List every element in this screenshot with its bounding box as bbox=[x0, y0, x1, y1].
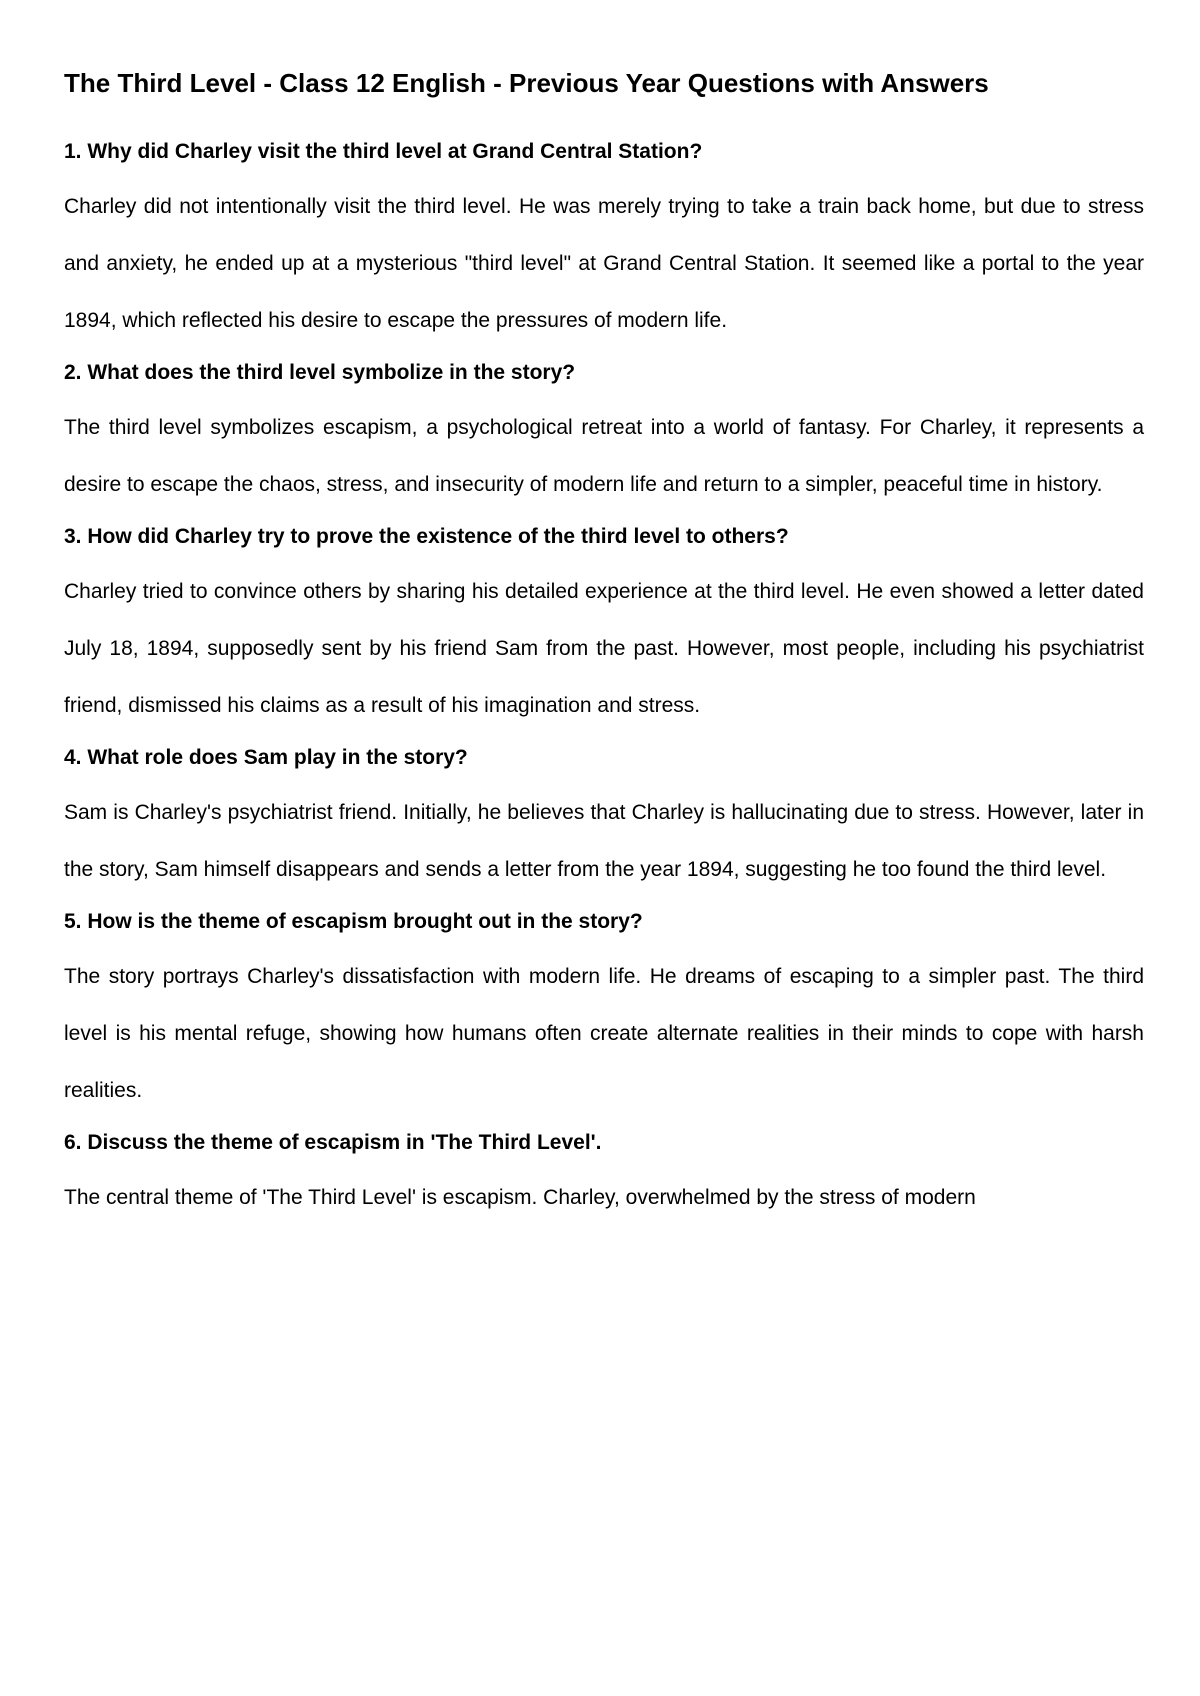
qa-item-3 bbox=[64, 523, 1144, 734]
qa-item-6 bbox=[64, 1129, 1144, 1226]
answer-4: Sam is Charley's psychiatrist friend. Initially, he believes that Charley is hallucinating due to stress. However, later in the story, Sam himself disappears and sends a letter from the year 1894, suggesting he too found the third level. bbox=[64, 801, 1144, 881]
document-title: The Third Level - Class 12 English - Previous Year Questions with Answers bbox=[64, 68, 989, 98]
answer-1: Charley did not intentionally visit the third level. He was merely trying to take a train back home, but due to stress and anxiety, he ended up at a mysterious "third level" at Grand Central Station. It seemed like a portal to the year 1894, which reflected his desire to escape the pressures of modern life. bbox=[64, 195, 1144, 332]
answer-3: Charley tried to convince others by sharing his detailed experience at the third level. He even showed a letter dated July 18, 1894, supposedly sent by his friend Sam from the past. However, most people, including his psychiatrist friend, dismissed his claims as a result of his imagination and stress. bbox=[64, 580, 1144, 717]
question-4: 4. What role does Sam play in the story? bbox=[64, 746, 468, 769]
document-page bbox=[64, 66, 1144, 1236]
qa-item-1 bbox=[64, 138, 1144, 349]
answer-5: The story portrays Charley's dissatisfaction with modern life. He dreams of escaping to a simpler past. The third level is his mental refuge, showing how humans often create alternate realities in their minds to cope with harsh realities. bbox=[64, 965, 1144, 1102]
qa-item-2 bbox=[64, 359, 1144, 513]
question-6: 6. Discuss the theme of escapism in 'The Third Level'. bbox=[64, 1131, 602, 1154]
question-1: 1. Why did Charley visit the third level at Grand Central Station? bbox=[64, 140, 703, 163]
answer-2: The third level symbolizes escapism, a psychological retreat into a world of fantasy. For Charley, it represents a desire to escape the chaos, stress, and insecurity of modern life and return to a simpler, peaceful time in history. bbox=[64, 416, 1144, 496]
qa-item-5 bbox=[64, 908, 1144, 1119]
qa-item-4 bbox=[64, 744, 1144, 898]
answer-6: The central theme of 'The Third Level' is escapism. Charley, overwhelmed by the stress of modern bbox=[64, 1186, 976, 1209]
question-5: 5. How is the theme of escapism brought out in the story? bbox=[64, 910, 643, 933]
question-3: 3. How did Charley try to prove the existence of the third level to others? bbox=[64, 525, 789, 548]
question-2: 2. What does the third level symbolize in the story? bbox=[64, 361, 576, 384]
